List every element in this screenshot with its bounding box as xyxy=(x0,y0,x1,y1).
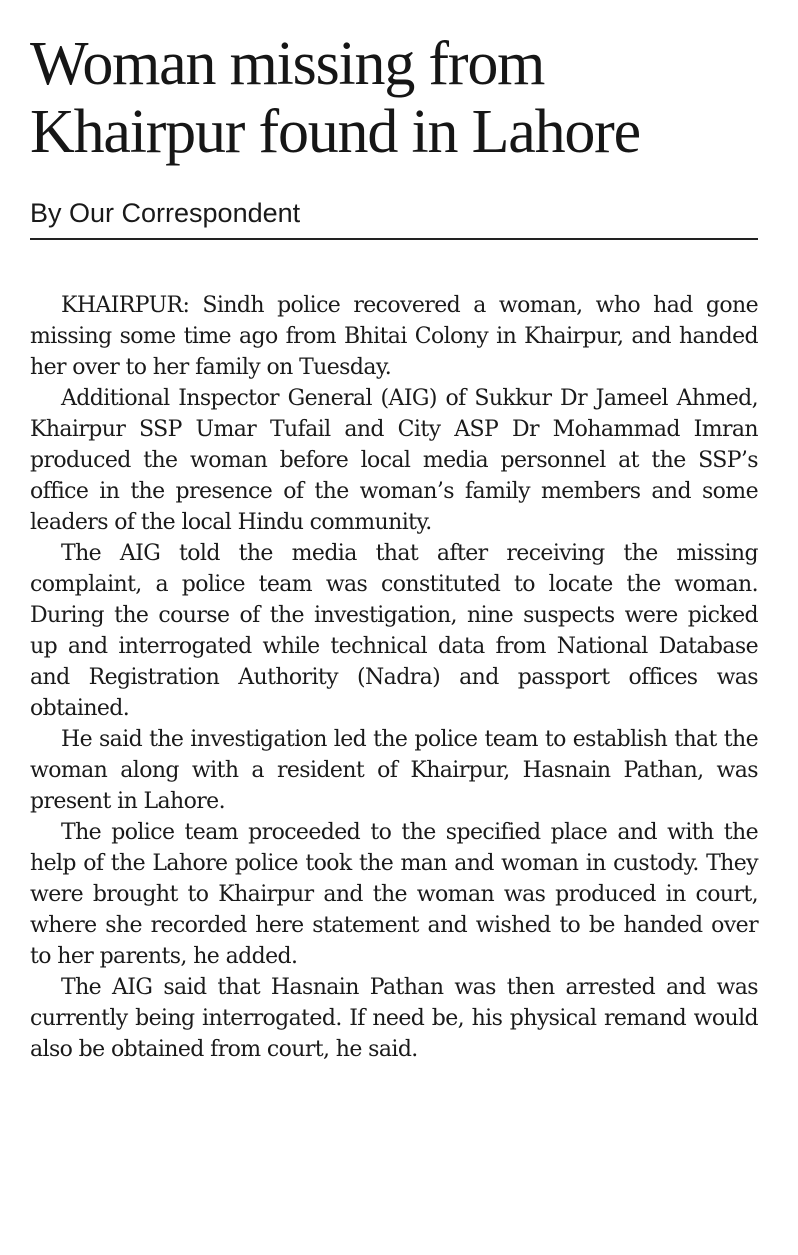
news-article xyxy=(30,30,758,1065)
article-paragraph: He said the investigation led the police team to establish that the woman along with a resident of Khairpur, Hasnain Pathan, was present in Lahore. xyxy=(30,727,758,814)
article-paragraph: Additional Inspector General (AIG) of Sukkur Dr Jameel Ahmed, Khairpur SSP Umar Tufail and City ASP Dr Mohammad Imran produced the woman before local media personnel at the SSP’s office in the presence of the woman’s family members and some leaders of the local Hindu community. xyxy=(30,386,758,535)
article-body xyxy=(30,290,758,1065)
article-byline: By Our Correspondent xyxy=(30,196,758,240)
article-paragraph: The AIG said that Hasnain Pathan was then arrested and was currently being interrogated. If need be, his physical remand would also be obtained from court, he said. xyxy=(30,975,758,1062)
article-paragraph: The police team proceeded to the specified place and with the help of the Lahore police took the man and woman in custody. They were brought to Khairpur and the woman was produced in court, where she recorded here statement and wished to be handed over to her parents, he added. xyxy=(30,820,758,969)
article-paragraph: KHAIRPUR: Sindh police recovered a woman, who had gone missing some time ago from Bhitai Colony in Khairpur, and handed her over to her family on Tuesday. xyxy=(30,293,758,380)
article-headline: Woman missing from Khairpur found in Lahore xyxy=(30,30,640,166)
article-paragraph: The AIG told the media that after receiving the missing complaint, a police team was constituted to locate the woman. During the course of the investigation, nine suspects were picked up and interrogated while technical data from National Database and Registration Authority (Nadra) and passport offices was obtained. xyxy=(30,541,758,721)
